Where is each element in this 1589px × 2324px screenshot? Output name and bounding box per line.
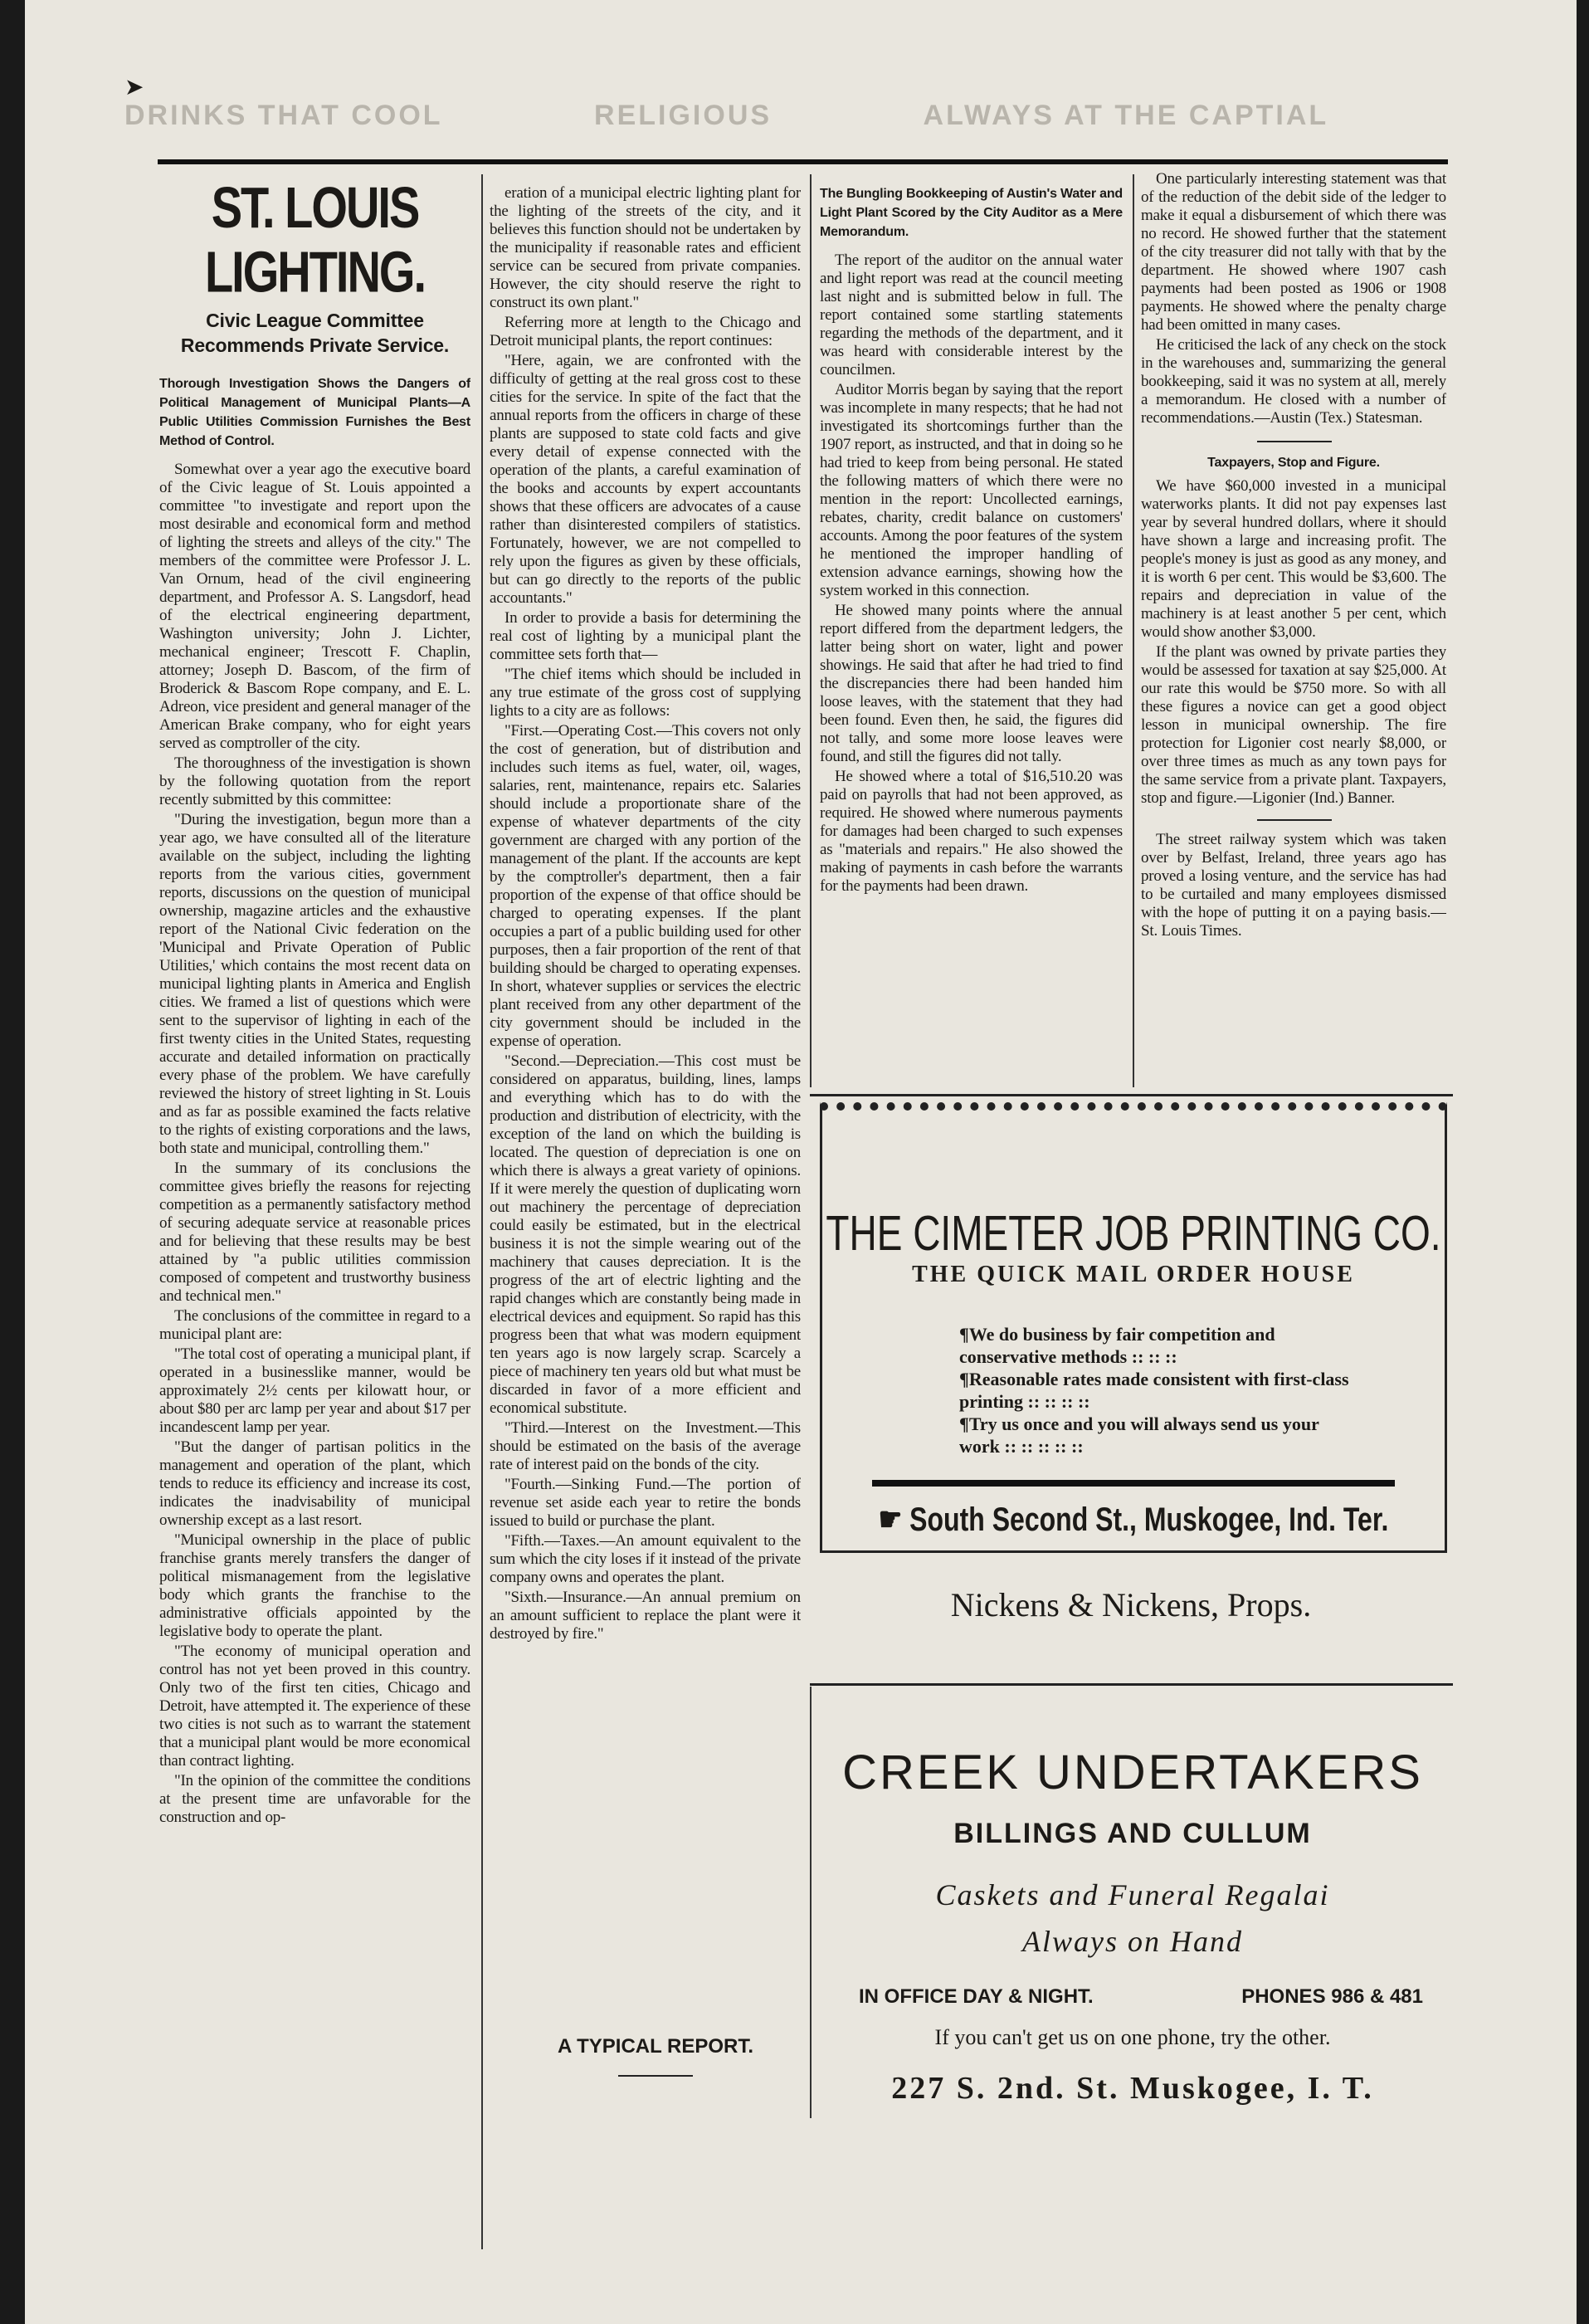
ad-bullet: ¶Reasonable rates made consistent with first-class printing :: :: :: :: (959, 1369, 1349, 1412)
article-paragraph: In the summary of its conclusions the committee gives briefly the reasons for rejecting competition as a permanently satisfactory method of securing adequate service at reasonable prices and for believing that these results may be best attained by "a public utilities commission composed of competent and trustworthy business and technical men." (159, 1160, 470, 1305)
article-paragraph: Auditor Morris began by saying that the report was incomplete in many respects; that he had not investigated its shortcomings further than the 1907 report, as instructed, and that in doing so he had tried to keep from being personal. He stated the following matters of which there were no mention in the report: Uncollected earnings, rebates, charity, credit balance on customers' accounts. Among the poor features of the system he mentioned the improper handling of extension advance earnings, showing how the system worked in this connection. (820, 381, 1123, 599)
article-paragraph: He showed many points where the annual report differed from the department ledgers, the latter being short on water, light and power showings. He said that after he had tried to find the discrepancies there had been handed him loose leaves, with the statement that they had been found. Even then, he said, the figures did not tally, and some more loose leaves were found, and still the figures did not tally. (820, 602, 1123, 765)
short-rule (1257, 441, 1332, 442)
pointing-hand-icon: ☛ (878, 1500, 910, 1538)
phone-numbers: PHONES 986 & 481 (1241, 1985, 1423, 2008)
article-paragraph: In order to provide a basis for determining the real cost of lighting by a municipal plant the committee sets forth that— (490, 609, 801, 663)
ad-proprietors: Nickens & Nickens, Props. (950, 1586, 1312, 1623)
undertakers-always: Always on Hand (1022, 1925, 1243, 1958)
article-paragraph: He showed where a total of $16,510.20 was paid on payrolls that had not been approved, as required. He showed where numerous payments for damages had been charged to such expenses as "materials and repairs." He also showed the making of payments in cash before the warrants for the payments had been drawn. (820, 768, 1123, 895)
cimeter-printing-ad (820, 1102, 1447, 1553)
column-rule (1133, 174, 1134, 1087)
article-paragraph: "Here, again, we are confronted with the difficulty of getting at the real gross cost to these cities for the service. In spite of the fact that the annual reports from the officers in charge of these plants are supposed to state cold facts and give every detail of expense connected with the operation of the plants, a careful examination of the books and accounts by expert accountants shows that these officers are advocates of a cause rather than disinterested compilers of statistics. Fortunately, however, we are not compelled to rely upon the figures as given by these officials, but can go directly to the reports of the public accountants." (490, 352, 801, 607)
article-paragraph: The conclusions of the committee in regard to a municipal plant are: (159, 1307, 470, 1343)
article-paragraph: eration of a municipal electric lighting plant for the lighting of the streets of the city, and it believes this function should not be undertaken by the municipality if reasonable rates and efficient service can be secured from private companies. However, the city should reserve the right to construct its own plant." (490, 184, 801, 311)
deck-thorough-investigation: Thorough Investigation Shows the Dangers of Political Management of Municipal Plants—A Public Utilities Commission Furnishes the Best Method of Control. (159, 377, 470, 448)
article-paragraph: The report of the auditor on the annual water and light report was read at the council meeting last night and is submitted below in full. The report contained some startling statements regarding the methods of the department, and it was heard with considerable interest by the councilmen. (820, 251, 1123, 378)
column-rule (810, 1687, 812, 2118)
ad-address-text: South Second St., Muskogee, Ind. Ter. (909, 1500, 1389, 1538)
ad-title: THE CIMETER JOB PRINTING CO. (826, 1204, 1441, 1261)
undertakers-names: BILLINGS AND CULLUM (953, 1818, 1312, 1849)
article-paragraph: "During the investigation, begun more than a year ago, we have consulted all of the literature available on the subject, including the lighting reports from the various cities, government reports, discussions on the question of municipal ownership, magazine articles and the exhaustive report of the National Civic federation on the 'Municipal and Private Operation of Public Utilities,' which contains the most recent data on municipal lighting plants in America and English cities. We framed a list of questions which were sent to the supervisor of lighting in each of the first twenty cities in the United States, requesting accurate and detailed information on practically every phase of the problem. We have carefully reviewed the history of street lighting in St. Louis and as far as possible examined the facts relative to the rights of existing corporations and the laws, both state and municipal, controlling them." (159, 811, 470, 1157)
article-paragraph: The thoroughness of the investigation is shown by the following quotation from the report recently submitted by this committee: (159, 754, 470, 808)
ad-bullets (959, 1323, 1349, 1457)
column-2 (490, 184, 801, 2014)
section-rule (810, 1683, 1453, 1686)
article-paragraph: "Second.—Depreciation.—This cost must be considered on apparatus, building, lines, lamps and everything which has to do with the production and distribution of electricity, with the exception of the land on which the building is located. The question of depreciation is one on which there is always a great variety of opinions. If it were merely the question of duplicating worn out machinery the percentage of depreciation could easily be estimated, but in the electrical business it is not the simple wearing out of the machinery that causes depreciation. It is the progress of the art of electric lighting and the rapid changes which are constantly being made in electrical devices and equipment. So rapid has this progress been that what was modern equipment ten years ago is now largely scrap. Scarcely a piece of machinery ten years old but what must be discarded in favor of a more efficient and economical substitute. (490, 1052, 801, 1417)
column-rule (481, 174, 483, 2249)
top-rule (158, 159, 1448, 164)
article-paragraph: Referring more at length to the Chicago and Detroit municipal plants, the report continues: (490, 314, 801, 349)
article-paragraph: The street railway system which was taken over by Belfast, Ireland, three years ago has proved a losing venture, and the service has had to be curtailed and many employees dismissed with the hope of putting it on a paying basis.—St. Louis Times. (1141, 831, 1446, 940)
article-paragraph: If the plant was owned by private parties they would be assessed for taxation at say $25,000. At our rate this would be $750 more. So with all these figures a novice can get a good object lesson in municipal ownership. The fire protection for Ligonier cost nearly $8,000, or over three times as much as any town pays for the same service from a private plant. Taxpayers, stop and figure.—Ligonier (Ind.) Banner. (1141, 643, 1446, 807)
article-paragraph: "In the opinion of the committee the conditions at the present time are unfavorable for the construction and op- (159, 1772, 470, 1826)
undertakers-title: CREEK UNDERTAKERS (842, 1745, 1423, 1799)
article-paragraph: "But the danger of partisan politics in the management and operation of the plant, which tends to reduce its efficiency and increase its cost, indicates the inadvisability of municipal ownership except as a last resort. (159, 1438, 470, 1529)
bleed-text-1: DRINKS THAT COOL (124, 100, 443, 131)
subhead-taxpayers-stop: Taxpayers, Stop and Figure. (1207, 456, 1380, 470)
deck-bungling-bookkeeping: The Bungling Bookkeeping of Austin's Water and Light Plant Scored by the City Auditor as a Mere Memorandum. (820, 187, 1123, 239)
section-rule (810, 1094, 1453, 1096)
arrow-mark-icon: ➤ (124, 75, 144, 100)
article-paragraph: "Third.—Interest on the Investment.—This should be estimated on the basis of the average rate of interest paid on the bonds of the city. (490, 1419, 801, 1473)
subhead-a-typical-report: A TYPICAL REPORT. (557, 2035, 754, 2058)
column-1 (159, 170, 470, 2262)
article-paragraph: "The economy of municipal operation and control has not yet been proved in this country. Only two of the first ten cities, Chicago and Detroit, have attempted it. The experience of these two cities is not such as to warrant the statement that a municipal plant would be more economical than contract lighting. (159, 1643, 470, 1770)
subhead-civic-league: Civic League Committee Recommends Private Service. (180, 310, 450, 356)
article-paragraph: He criticised the lack of any check on the stock in the warehouses and, summarizing the general bookkeeping, said it was no system at all, merely a memorandum. He closed with a number of recommendations.—Austin (Tex.) Statesman. (1141, 336, 1446, 427)
undertakers-try-other: If you can't get us on one phone, try the other. (934, 2025, 1331, 2049)
article-paragraph: Somewhat over a year ago the executive board of the Civic league of St. Louis appointed a committee "to investigate and report upon the most desirable and economical form and method of lighting the streets and alleys of the city." The members of the committee were Professor J. L. Van Ornum, head of the civil engineering department, and Professor A. S. Langsdorf, head of the electrical engineering department, Washington university; John J. Lichter, mechanical engineer; Trescott F. Chaplin, attorney; Joseph D. Bascom, of the firm of Broderick & Bascom Rope company, and E. L. Adreon, vice president and general manager of the American Brake company, who for eight years served as comptroller of the city. (159, 461, 470, 752)
ad-rule (872, 1480, 1395, 1487)
short-rule (618, 2075, 693, 2077)
ad-bullet: ¶Try us once and you will always send us your work :: :: :: :: :: (959, 1413, 1319, 1457)
article-paragraph: "Sixth.—Insurance.—An annual premium on an amount sufficient to replace the plant were it destroyed by fire." (490, 1589, 801, 1643)
headline-st-louis-lighting: ST. LOUIS LIGHTING. (204, 174, 426, 305)
article-paragraph: "Fifth.—Taxes.—An amount equivalent to the sum which the city loses if it instead of the private company owns and operates the plant. (490, 1532, 801, 1586)
column-3 (820, 184, 1123, 1081)
newspaper-page (25, 0, 1577, 2324)
article-paragraph: "The chief items which should be included in any true estimate of the gross cost of supplying lights to a city are as follows: (490, 666, 801, 720)
bleed-text-3: ALWAYS AT THE CAPTIAL (923, 100, 1329, 131)
article-paragraph: One particularly interesting statement was that of the reduction of the debit side of the ledger to make it equal a disbursement of which there was no record. He showed further that the statement of the city treasurer did not tally with that by the department. He showed where 1907 cash payments had been posted as 1906 or 1908 payments. He showed where the penalty charge had been omitted in many cases. (1141, 170, 1446, 334)
bleed-through-header (124, 100, 1494, 158)
ad-bullet: ¶We do business by fair competition and conservative methods :: :: :: (959, 1324, 1275, 1367)
short-rule (1257, 819, 1332, 821)
office-hours: IN OFFICE DAY & NIGHT. (859, 1985, 1094, 2008)
bleed-text-2: RELIGIOUS (594, 100, 773, 131)
undertakers-caskets: Caskets and Funeral Regalai (935, 1878, 1330, 1911)
article-paragraph: "Municipal ownership in the place of public franchise grants merely transfers the danger of political mismanagement from the legislative body which grants the franchise to the administrative officials appointed by the legislative body to operate the plant. (159, 1531, 470, 1640)
article-paragraph: "First.—Operating Cost.—This covers not only the cost of generation, but of distribution and includes such items as fuel, water, oil, wages, salaries, rent, maintenance, repairs etc. Salaries should include a proportionate share of the expense of whatever departments of the city government are charged with any portion of the management of the plant. If the accounts are kept by the comptroller's department, then a fair proportion of the expense of that office should be charged to operating expenses. If the plant occupies a part of a public building used for other purposes, then a fair proportion of the rent of that building should be charged to operating expenses. In short, whatever supplies or services the electric plant received from any other department of the city government should be included in the expense of operation. (490, 722, 801, 1050)
article-paragraph: "The total cost of operating a municipal plant, if operated in a businesslike manner, would be approximately 2½ cents per kilowatt hour, or about $80 per arc lamp per year and about $17 per incandescent lamp per year. (159, 1345, 470, 1436)
article-paragraph: We have $60,000 invested in a municipal waterworks plants. It did not pay expenses last year by several hundred dollars, where it should have shown a large and increasing profit. The people's money is just as good as any money, and it is worth 6 per cent. This would be $3,600. The repairs and depreciation in value of the machinery is at least another 5 per cent, which would show another $3,000. (1141, 477, 1446, 641)
column-rule (810, 174, 812, 1087)
ad-subtitle: THE QUICK MAIL ORDER HOUSE (912, 1262, 1355, 1287)
undertakers-office-line (859, 1985, 1423, 2009)
article-paragraph: "Fourth.—Sinking Fund.—The portion of revenue set aside each year to retire the bonds issued to build or purchase the plant. (490, 1476, 801, 1530)
column-4 (1141, 170, 1446, 1083)
undertakers-address: 227 S. 2nd. St. Muskogee, I. T. (891, 2071, 1374, 2106)
ad-address (822, 1499, 1445, 1539)
